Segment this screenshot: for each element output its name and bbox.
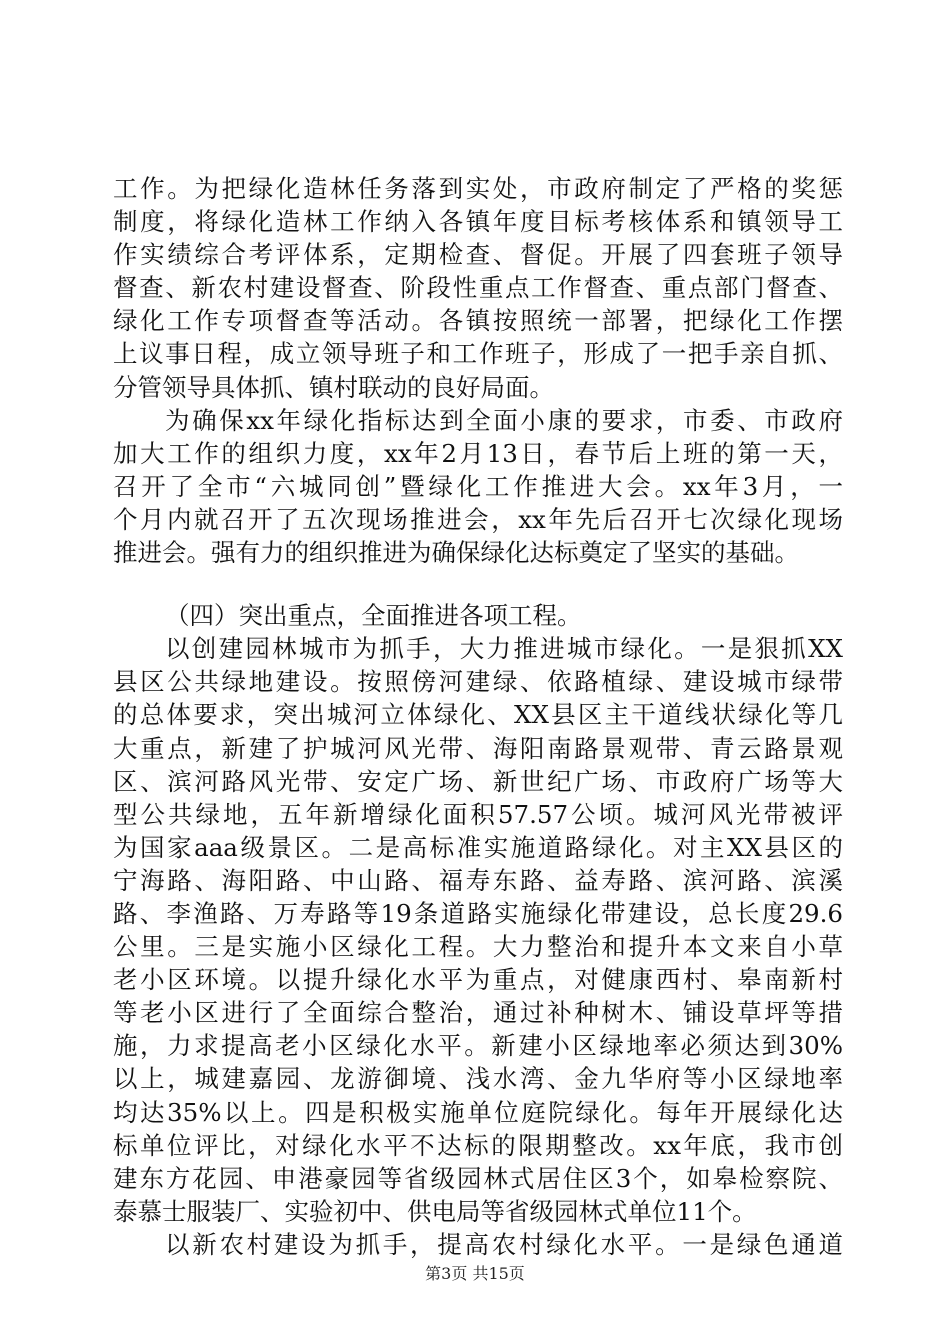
text-line: 以创建园林城市为抓手，大力推进城市绿化。一是狠抓XX (165, 634, 843, 664)
text-line: 区、滨河路风光带、安定广场、新世纪广场、市政府广场等大 (113, 766, 843, 796)
text-line: 为国家aaa级景区。二是高标准实施道路绿化。对主XX县区的 (113, 832, 843, 862)
text-line: 作实绩综合考评体系，定期检查、督促。开展了四套班子领导 (113, 240, 843, 270)
paragraph-1 (113, 172, 843, 404)
text-line: 加大工作的组织力度，xx年2月13日，春节后上班的第一天， (113, 438, 843, 468)
text-line: 大重点，新建了护城河风光带、海阳南路景观带、青云路景观 (113, 733, 843, 763)
text-line: 老小区环境。以提升绿化水平为重点，对健康西村、皋南新村 (113, 965, 843, 995)
paragraph-3 (113, 632, 843, 1228)
section-heading-text: （四）突出重点，全面推进各项工程。 (165, 601, 582, 631)
section-heading (113, 599, 843, 632)
page-number: 第3页 共15页 (425, 1264, 525, 1283)
text-line: 为确保xx年绿化指标达到全面小康的要求，市委、市政府 (165, 405, 843, 435)
text-line: 等老小区进行了全面综合整治，通过补种树木、铺设草坪等措 (113, 998, 843, 1028)
paragraph-2 (113, 404, 843, 569)
page-footer (0, 1264, 950, 1284)
text-line: 建东方花园、申港豪园等省级园林式居住区3个，如皋检察院、 (113, 1163, 843, 1193)
text-line: 绿化工作专项督查等活动。各镇按照统一部署，把绿化工作摆 (113, 306, 843, 336)
text-line: 施，力求提高老小区绿化水平。新建小区绿地率必须达到30% (113, 1031, 843, 1061)
text-line: 制度，将绿化造林工作纳入各镇年度目标考核体系和镇领导工 (113, 207, 843, 237)
paragraph-4 (113, 1228, 843, 1261)
text-line: 标单位评比，对绿化水平不达标的限期整改。xx年底，我市创 (113, 1130, 843, 1160)
text-line: 泰慕士服装厂、实验初中、供电局等省级园林式单位11个。 (113, 1196, 757, 1226)
text-line: 以新农村建设为抓手，提高农村绿化水平。一是绿色通道 (165, 1229, 843, 1259)
paragraph-gap (113, 569, 843, 599)
text-line: 督查、新农村建设督查、阶段性重点工作督查、重点部门督查、 (113, 273, 843, 303)
text-line: 公里。三是实施小区绿化工程。大力整治和提升本文来自小草 (113, 932, 843, 962)
text-line: 路、李渔路、万寿路等19条道路实施绿化带建设，总长度29.6 (113, 898, 843, 928)
text-line: 型公共绿地，五年新增绿化面积57.57公顷。城河风光带被评 (113, 799, 843, 829)
document-body (113, 172, 843, 1261)
text-line: 个月内就召开了五次现场推进会，xx年先后召开七次绿化现场 (113, 504, 843, 534)
text-line: 以上，城建嘉园、龙游御境、浅水湾、金九华府等小区绿地率 (113, 1064, 843, 1094)
text-line: 县区公共绿地建设。按照傍河建绿、依路植绿、建设城市绿带 (113, 667, 843, 697)
text-line: 召开了全市“六城同创”暨绿化工作推进大会。xx年3月，一 (113, 471, 843, 501)
text-line: 推进会。强有力的组织推进为确保绿化达标奠定了坚实的基础。 (113, 538, 799, 568)
text-line: 均达35%以上。四是积极实施单位庭院绿化。每年开展绿化达 (113, 1097, 843, 1127)
text-line: 宁海路、海阳路、中山路、福寿东路、益寿路、滨河路、滨溪 (113, 865, 843, 895)
text-line: 分管领导具体抓、镇村联动的良好局面。 (113, 372, 554, 402)
text-line: 工作。为把绿化造林任务落到实处，市政府制定了严格的奖惩 (113, 174, 843, 203)
text-line: 上议事日程，成立领导班子和工作班子，形成了一把手亲自抓、 (113, 339, 843, 369)
text-line: 的总体要求，突出城河立体绿化、XX县区主干道线状绿化等几 (113, 700, 843, 730)
